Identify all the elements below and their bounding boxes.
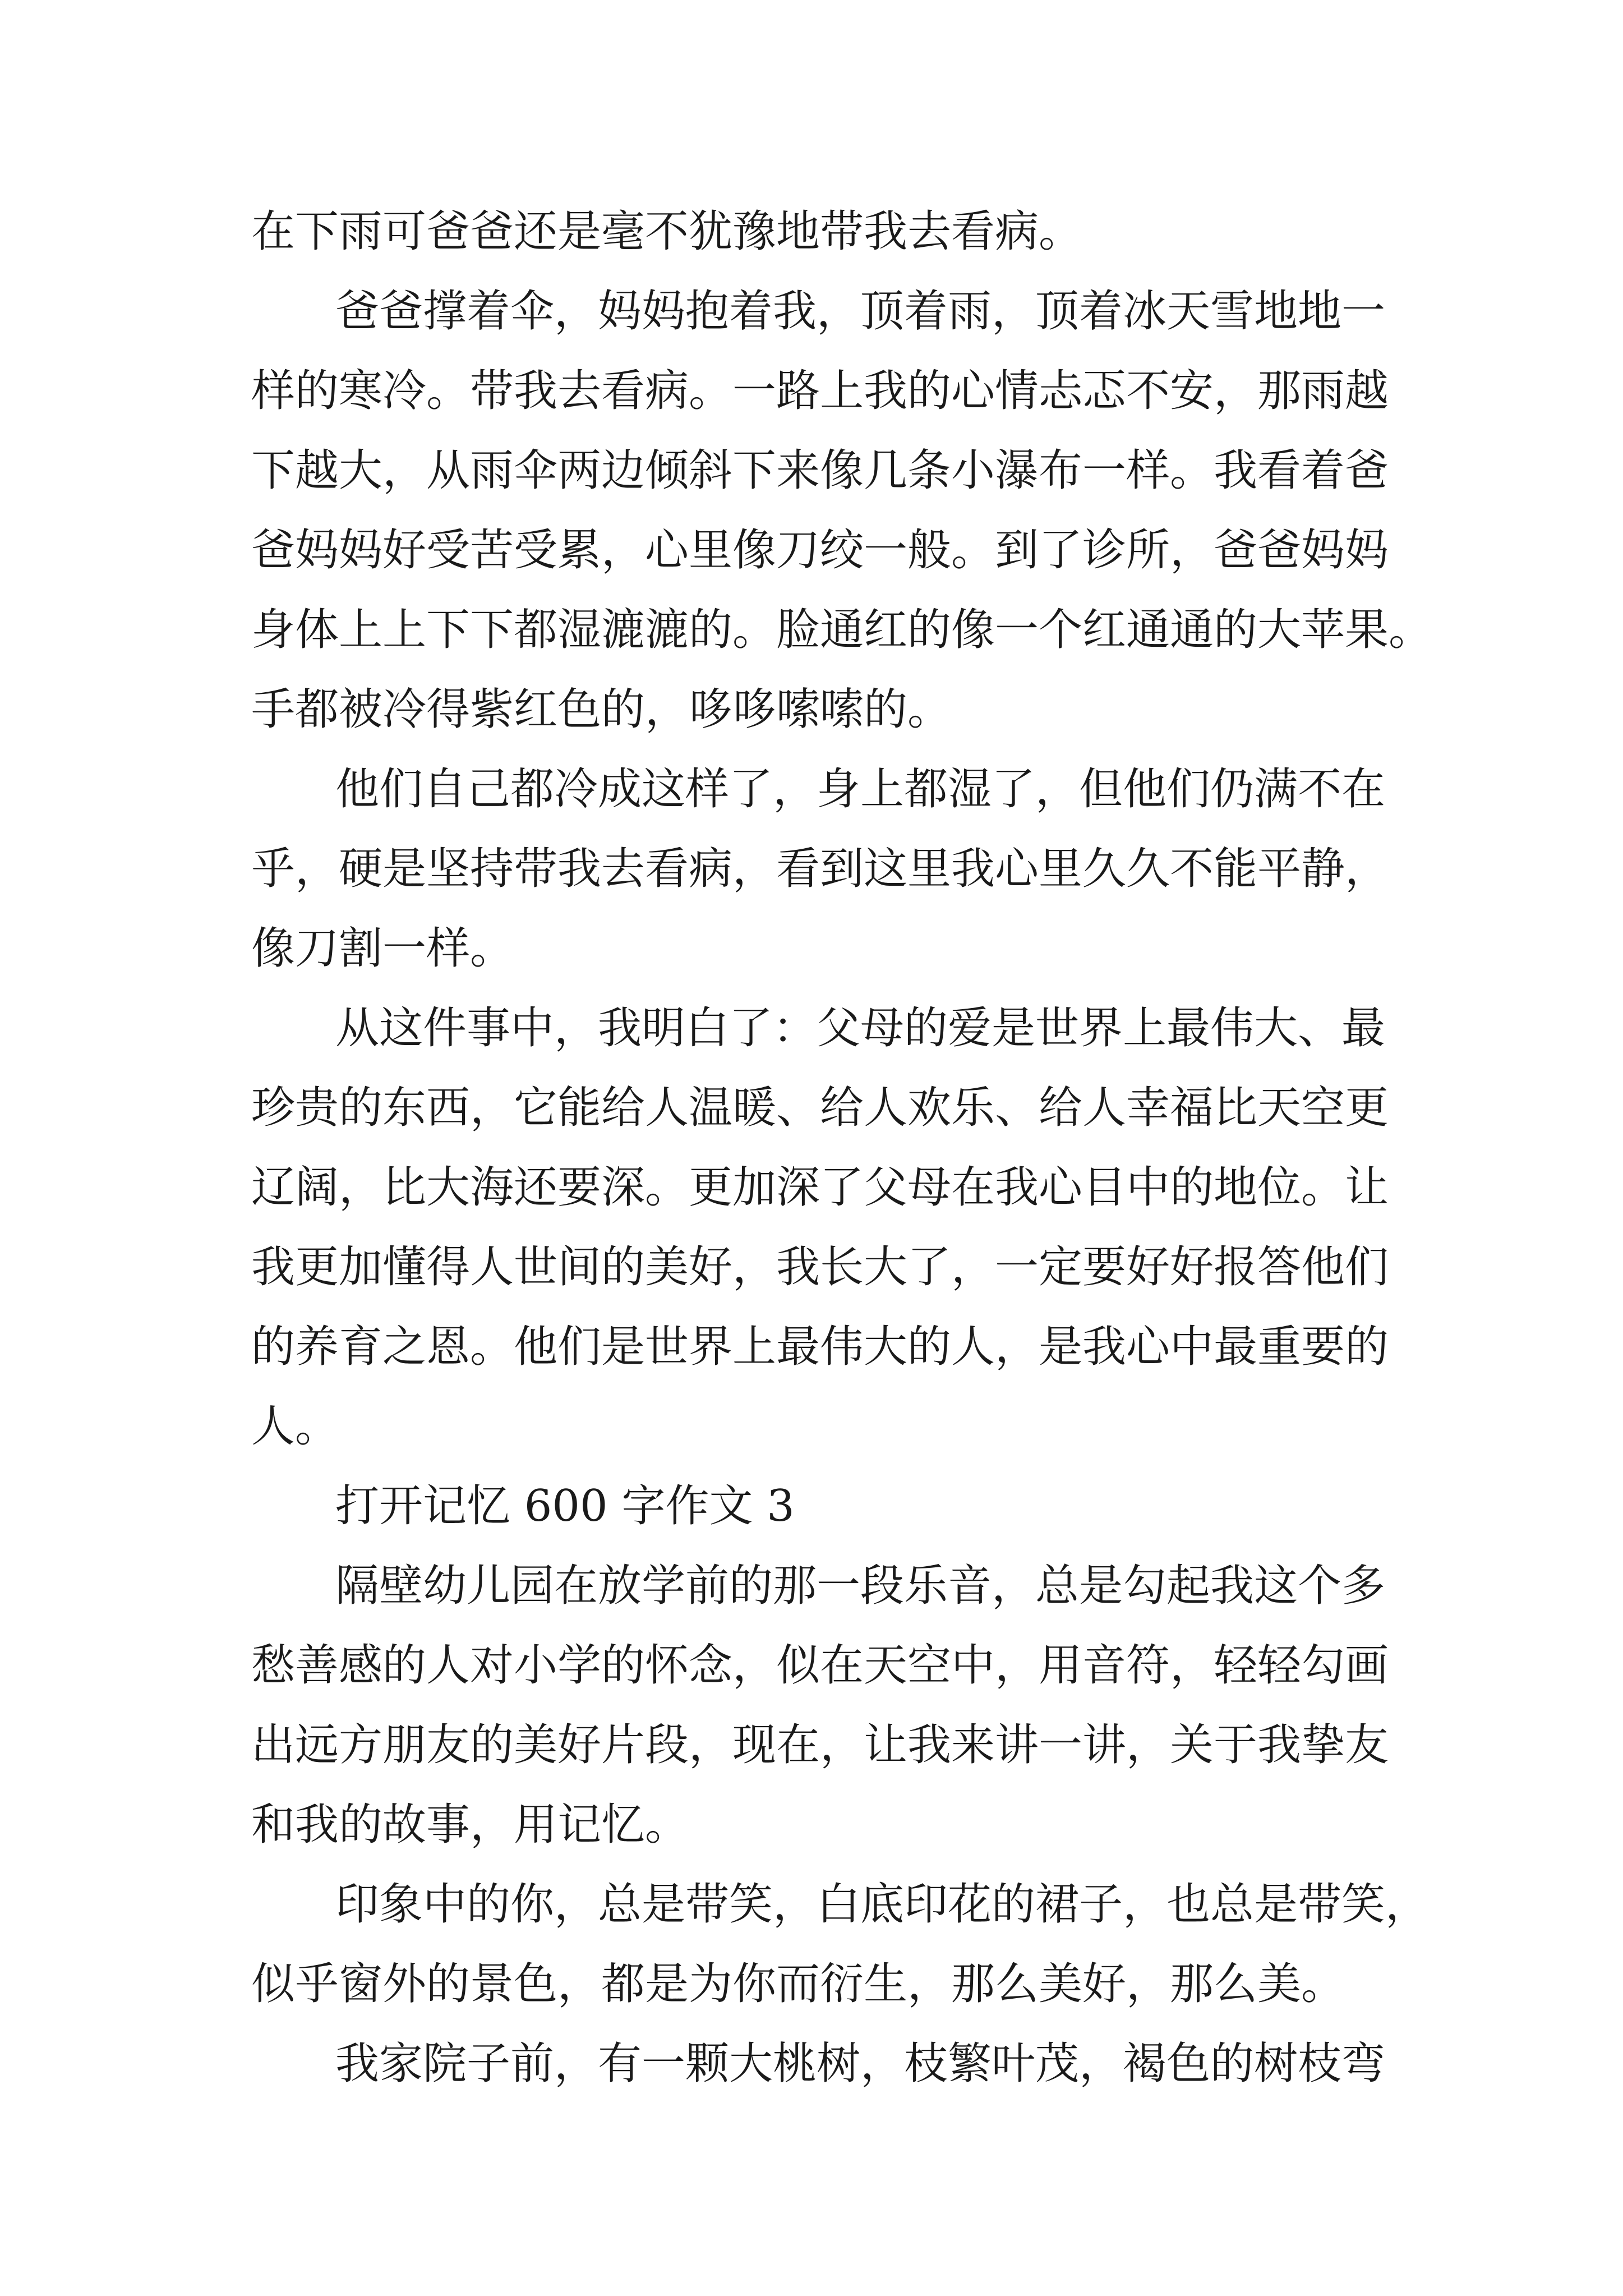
- text-line: 样的寒冷。带我去看病。一路上我的心情忐忑不安，那雨越: [251, 366, 1389, 416]
- text-line: 和我的故事，用记忆。: [251, 1800, 689, 1850]
- text-line: 乎，硬是坚持带我去看病，看到这里我心里久久不能平静，: [251, 844, 1389, 894]
- text-line: 隔壁幼儿园在放学前的那一段乐音，总是勾起我这个多: [335, 1561, 1386, 1611]
- text-line: 下越大，从雨伞两边倾斜下来像几条小瀑布一样。我看着爸: [251, 445, 1389, 496]
- text-line: 像刀割一样。: [251, 923, 514, 974]
- text-line: 在下雨可爸爸还是毫不犹豫地带我去看病。: [251, 206, 1083, 257]
- text-line: 辽阔，比大海还要深。更加深了父母在我心目中的地位。让: [251, 1162, 1389, 1213]
- text-line: 珍贵的东西，它能给人温暖、给人欢乐、给人幸福比天空更: [251, 1083, 1389, 1133]
- text-line: 爸爸撑着伞，妈妈抱着我，顶着雨，顶着冰天雪地地一: [335, 286, 1386, 337]
- document-body: [251, 192, 1433, 2104]
- text-line: 他们自己都冷成这样了，身上都湿了，但他们仍满不在: [335, 764, 1386, 815]
- text-line: 人。: [251, 1401, 339, 1452]
- text-line: 身体上上下下都湿漉漉的。脸通红的像一个红通通的大苹果。: [251, 605, 1433, 655]
- section-heading: 打开记忆 600 字作文 3: [335, 1481, 795, 1531]
- text-line: 爸妈妈好受苦受累，心里像刀绞一般。到了诊所，爸爸妈妈: [251, 525, 1389, 576]
- text-line: 手都被冷得紫红色的，哆哆嗦嗦的。: [251, 684, 952, 735]
- text-line: 的养育之恩。他们是世界上最伟大的人，是我心中最重要的: [251, 1322, 1389, 1372]
- text-line: 似乎窗外的景色，都是为你而衍生，那么美好，那么美。: [251, 1959, 1345, 2009]
- text-line: 从这件事中，我明白了：父母的爱是世界上最伟大、最: [335, 1003, 1386, 1053]
- text-line: 我家院子前，有一颗大桃树，枝繁叶茂，褐色的树枝弯: [335, 2039, 1386, 2089]
- text-line: 愁善感的人对小学的怀念，似在天空中，用音符，轻轻勾画: [251, 1640, 1389, 1691]
- text-line: 印象中的你，总是带笑，白底印花的裙子，也总是带笑，: [335, 1879, 1430, 1930]
- text-line: 我更加懂得人世间的美好，我长大了，一定要好好报答他们: [251, 1242, 1389, 1292]
- text-line: 出远方朋友的美好片段，现在，让我来讲一讲，关于我挚友: [251, 1720, 1389, 1770]
